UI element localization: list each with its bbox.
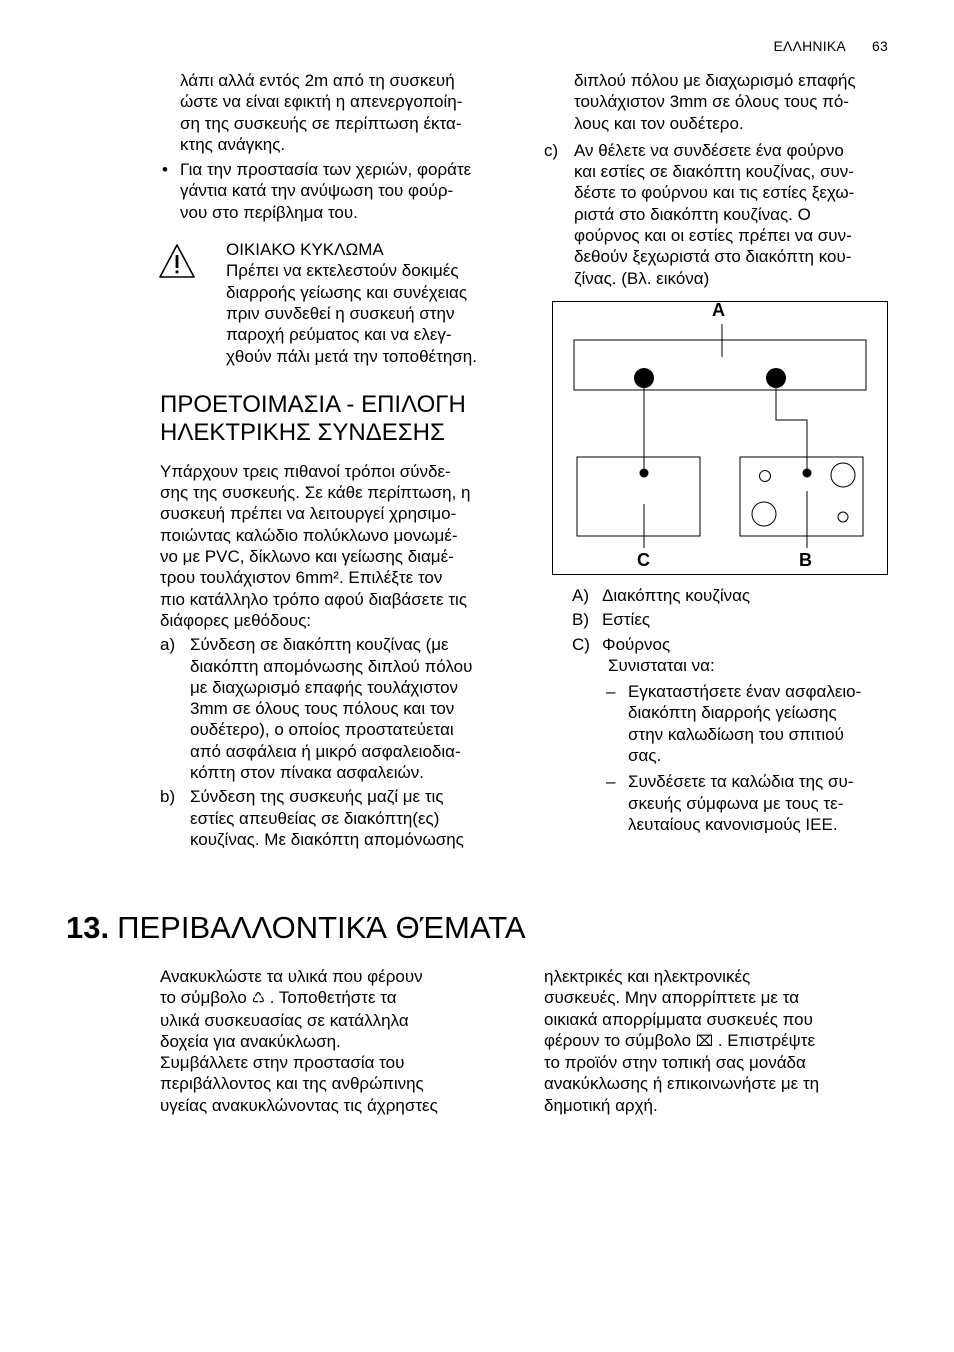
text-line: Συνδέσετε τα καλώδια της συ- xyxy=(628,772,854,792)
text-line: ποιώντας καλώδιο πολύκλωνο μονωμέ- xyxy=(160,525,458,545)
text-line: τουλάχιστον 3mm σε όλους τους πό- xyxy=(574,92,849,112)
section-paragraph xyxy=(160,461,518,631)
text-line: Για την προστασία των χεριών, φοράτε xyxy=(180,160,472,180)
text-line: Σύνδεση της συσκευής μαζί με τις xyxy=(190,787,444,807)
text-line: ηλεκτρικές και ηλεκτρονικές xyxy=(544,967,751,986)
right-column xyxy=(544,70,894,835)
text-line: Αν θέλετε να συνδέσετε ένα φούρνο xyxy=(574,140,844,160)
text-line: υλικά συσκευασίας σε κατάλληλα xyxy=(160,1010,409,1030)
text-span: το σύμβολο xyxy=(160,988,247,1008)
text-line: χθούν πάλι μετά την τοποθέτηση. xyxy=(226,346,477,366)
text-span: φέρουν το σύμβολο xyxy=(544,1030,692,1050)
warning-block xyxy=(160,239,518,367)
text-line: παροχή ρεύματος και να ελεγ- xyxy=(226,325,452,345)
text-line: σκευής σύμφωνα με τους τε- xyxy=(628,793,844,813)
hob-burner-small xyxy=(760,470,771,481)
page-number: 63 xyxy=(872,38,888,54)
list-letter: c) xyxy=(544,140,559,160)
diagram-label-c: C xyxy=(637,549,650,570)
hob-burner-large xyxy=(831,463,855,487)
legend-item-c xyxy=(544,634,894,655)
text-line: Σύνδεση σε διακόπτη κουζίνας (με xyxy=(190,635,449,655)
oven-terminal xyxy=(640,468,649,477)
text-line: διάφορες μεθόδους: xyxy=(160,610,312,630)
dash-item xyxy=(544,681,894,766)
text-line: Πρέπει να εκτελεστούν δοκιμές xyxy=(226,261,459,281)
text-line: από ασφάλεια ή μικρό ασφαλειοδια- xyxy=(190,741,461,761)
text-span: . Τοποθετήστε τα xyxy=(269,988,397,1008)
environment-left-text xyxy=(160,966,490,1116)
text-line: δημοτική αρχή. xyxy=(544,1095,658,1115)
diagram-label-a: A xyxy=(712,299,725,320)
text-line: συσκευές. Μην απορρίπτετε με τα xyxy=(544,988,800,1008)
environment-right-text xyxy=(544,966,884,1116)
text-line: νου στο περίβλημα του. xyxy=(180,202,358,222)
heading-line: ΠΡΟΕΤΟΙΜΑΣΙΑ - ΕΠΙΛΟΓΗ xyxy=(160,390,466,418)
text-line: ριστά στο διακόπτη κουζίνας. Ο xyxy=(574,204,811,224)
dash-marker: – xyxy=(606,682,616,702)
wiring-diagram-drawing xyxy=(553,299,887,574)
bullet-item xyxy=(160,159,518,223)
text-line: φούρνος και οι εστίες πρέπει να συν- xyxy=(574,226,852,246)
intro-paragraph xyxy=(160,70,518,155)
text-line: ώστε να είναι εφικτή η απενεργοποίη- xyxy=(180,92,463,112)
text-line: Ανακυκλώστε τα υλικά που φέρουν xyxy=(160,967,423,986)
text-line xyxy=(544,1030,884,1052)
text-line: σας. xyxy=(628,746,662,766)
text-line: το προϊόν στην τοπική σας μονάδα xyxy=(544,1053,806,1073)
page-header xyxy=(773,38,888,54)
text-line: ση της συσκευής σε περίπτωση έκτα- xyxy=(180,113,462,133)
text-line: με διαχωρισμό επαφής τουλάχιστον xyxy=(190,677,459,697)
text-line: διαρροής γείωσης και συνέχειας xyxy=(226,282,468,302)
text-line: υγείας ανακυκλώνοντας τις άχρηστες xyxy=(160,1095,438,1115)
wiring-diagram xyxy=(552,301,888,575)
text-line: δοχεία για ανακύκλωση. xyxy=(160,1031,341,1051)
text-line: οικιακά απορρίμματα συσκευές που xyxy=(544,1009,813,1029)
section-heading xyxy=(160,391,518,447)
chapter-title: ΠΕΡΙΒΑΛΛΟΝΤΙΚΆ ΘΈΜΑΤΑ xyxy=(117,910,526,945)
text-line: δέστε το φούρνου και τις εστίες ξεχω- xyxy=(574,183,855,203)
text-line: διακόπτη διαρροής γείωσης xyxy=(628,703,837,723)
list-item-b xyxy=(160,786,518,850)
legend-item-b xyxy=(544,609,894,630)
text-line: κουζίνας. Με διακόπτη απομόνωσης xyxy=(190,829,464,849)
legend-letter: B) xyxy=(572,610,589,630)
legend-letter: C) xyxy=(572,634,590,654)
hob-burner-tiny xyxy=(838,512,848,522)
text-line: πιο κατάλληλο τρόπο αφού διαβάσετε τις xyxy=(160,589,468,609)
legend-item-a xyxy=(544,585,894,606)
text-line: περιβάλλοντος και της ανθρώπινης xyxy=(160,1074,424,1094)
text-line: και εστίες σε διακόπτη κουζίνας, συν- xyxy=(574,162,854,182)
heading-line: ΗΛΕΚΤΡΙΚΗΣ ΣΥΝΔΕΣΗΣ xyxy=(160,418,445,446)
text-line: 3mm σε όλους τους πόλους και τον xyxy=(190,699,455,719)
wire-to-hob xyxy=(776,378,807,473)
chapter-heading xyxy=(66,908,526,948)
text-line: κτης ανάγκης. xyxy=(180,134,286,154)
continuation-paragraph xyxy=(544,70,894,134)
dash-marker: – xyxy=(606,772,616,792)
text-line: ζίνας. (Βλ. εικόνα) xyxy=(574,268,710,288)
text-line: διπλού πόλου με διαχωρισμό επαφής xyxy=(574,71,856,90)
legend-text: Φούρνος xyxy=(602,634,671,654)
text-line: Συμβάλλετε στην προστασία του xyxy=(160,1053,405,1073)
text-line: σης της συσκευής. Σε κάθε περίπτωση, η xyxy=(160,483,471,503)
legend-letter: A) xyxy=(572,585,589,605)
text-line: συσκευή πρέπει να λειτουργεί χρησιμο- xyxy=(160,504,457,524)
text-line: στην καλωδίωση του σπιτιού xyxy=(628,724,844,744)
hob-burner-medium xyxy=(752,502,776,526)
text-line: λους και τον ουδέτερο. xyxy=(574,113,744,133)
recycle-icon: ♺ xyxy=(251,990,266,1008)
text-line: λάπι αλλά εντός 2m από τη συσκευή xyxy=(180,71,455,90)
text-line: δεθούν ξεχωριστά στο διακόπτη κου- xyxy=(574,247,852,267)
legend-text: Διακόπτης κουζίνας xyxy=(602,585,751,605)
left-column xyxy=(160,70,518,850)
text-line: νο με PVC, δίκλωνο και γείωσης διαμέ- xyxy=(160,547,454,567)
hob-terminal xyxy=(803,468,812,477)
recommend-text: Συνισταται να: xyxy=(608,655,715,675)
text-line: εστίες απευθείας σε διακόπτη(ες) xyxy=(190,808,440,828)
header-language: ΕΛΛΗΝΙΚΑ xyxy=(773,38,846,54)
warning-title: ΟΙΚΙΑΚΟ ΚΥΚΛΩΜΑ xyxy=(226,240,384,260)
diagram-label-b: B xyxy=(799,549,812,570)
list-letter: b) xyxy=(160,787,176,807)
text-line: ουδέτερο), ο οποίος προστατεύεται xyxy=(190,720,454,740)
text-line: πριν συνδεθεί η συσκευή στην xyxy=(226,303,455,323)
text-line xyxy=(160,987,490,1009)
text-line: Εγκαταστήσετε έναν ασφαλειο- xyxy=(628,682,862,702)
dash-item xyxy=(544,771,894,835)
text-line: διακόπτη απομόνωσης διπλού πόλου xyxy=(190,656,473,676)
oven-box xyxy=(577,457,700,536)
list-item-c xyxy=(544,140,894,289)
text-line: Υπάρχουν τρεις πιθανοί τρόποι σύνδε- xyxy=(160,461,451,481)
text-span: . Επιστρέψτε xyxy=(717,1030,816,1050)
text-line: τρου τουλάχιστον 6mm². Επιλέξτε τον xyxy=(160,568,443,588)
warning-icon xyxy=(158,243,196,279)
list-letter: a) xyxy=(160,635,176,655)
kitchen-switch-box xyxy=(574,340,866,390)
text-line: ανακύκλωσης ή επικοινωνήστε με τη xyxy=(544,1074,820,1094)
text-line: γάντια κατά την ανύψωση του φούρ- xyxy=(180,181,454,201)
weee-bin-icon: ⌧ xyxy=(695,1032,714,1050)
bullet-marker: • xyxy=(162,160,168,180)
legend-text: Εστίες xyxy=(602,610,651,630)
list-item-a xyxy=(160,634,518,783)
text-line: λευταίους κανονισμούς ΙΕΕ. xyxy=(628,814,838,834)
text-line: κόπτη στον πίνακα ασφαλειών. xyxy=(190,763,424,783)
chapter-number: 13. xyxy=(66,910,110,945)
